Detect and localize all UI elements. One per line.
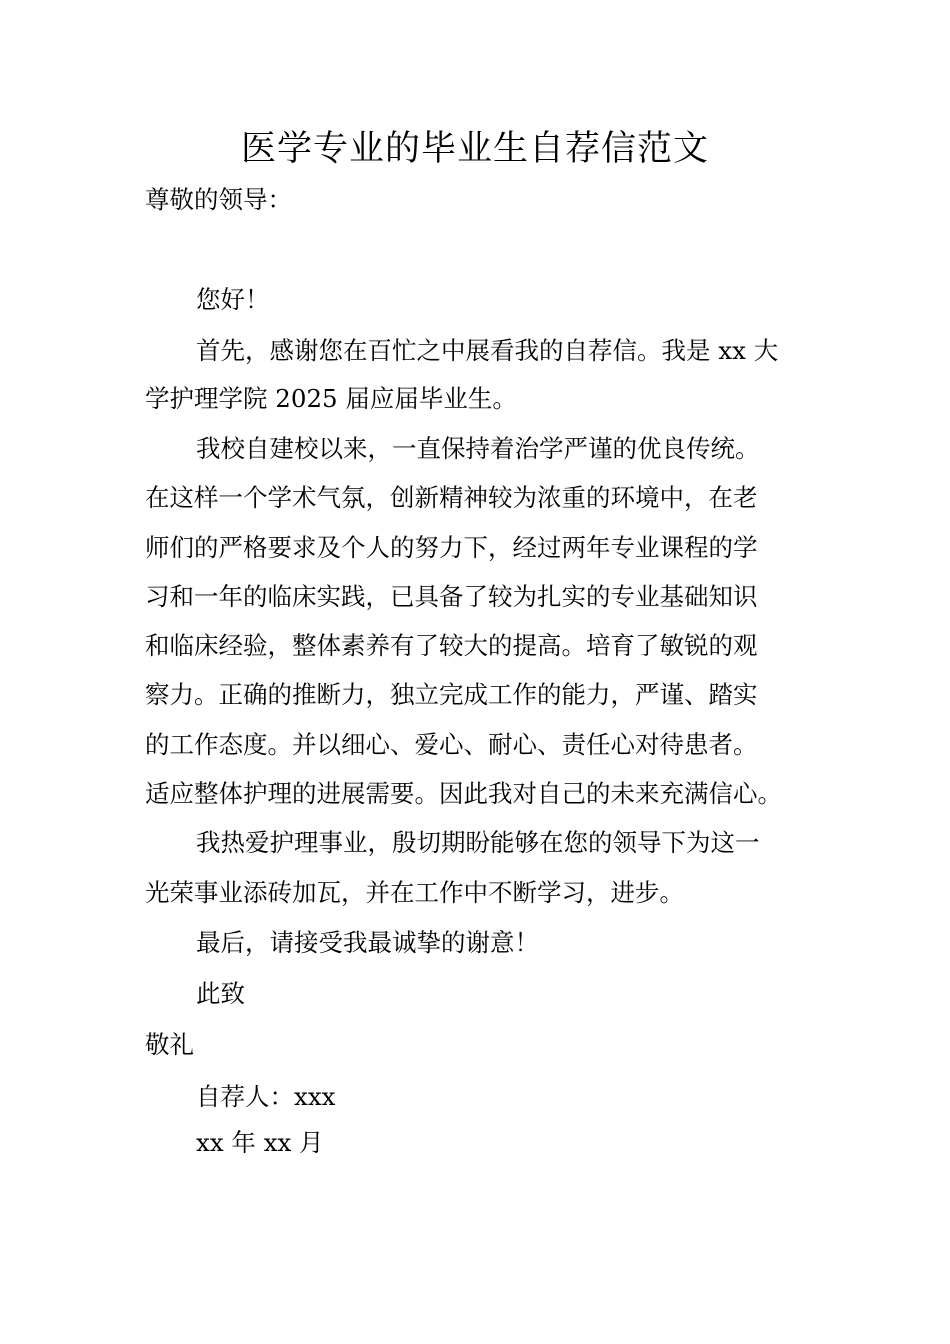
paragraph-3-line-2: 光荣事业添砖加瓦，并在工作中不断学习，进步。 — [145, 878, 684, 907]
paragraph-1-line-2: 学护理学院 2025 届应届毕业生。 — [145, 384, 517, 413]
signature: 自荐人：xxx — [196, 1082, 336, 1111]
paragraph-2-line-5: 和临床经验，整体素养有了较大的提高。培育了敏锐的观 — [145, 631, 758, 660]
paragraph-1-line-1: 首先，感谢您在百忙之中展看我的自荐信。我是 xx 大 — [196, 336, 779, 365]
date: xx 年 xx 月 — [196, 1128, 324, 1157]
paragraph-2-line-1: 我校自建校以来，一直保持着治学严谨的优良传统。 — [196, 434, 760, 463]
paragraph-4-line-1: 最后，请接受我最诚挚的谢意！ — [196, 928, 539, 957]
document-title: 医学专业的毕业生自荐信范文 — [240, 129, 709, 169]
salutation: 尊敬的领导： — [145, 185, 292, 214]
paragraph-2-line-3: 师们的严格要求及个人的努力下，经过两年专业课程的学 — [145, 533, 758, 562]
paragraph-2-line-2: 在这样一个学术气氛，创新精神较为浓重的环境中，在老 — [145, 483, 758, 512]
paragraph-3-line-1: 我热爱护理事业，殷切期盼能够在您的领导下为这一 — [196, 828, 760, 857]
paragraph-2-line-8: 适应整体护理的进展需要。因此我对自己的未来充满信心。 — [145, 779, 782, 808]
regards: 敬礼 — [145, 1030, 194, 1059]
paragraph-2-line-6: 察力。正确的推断力，独立完成工作的能力，严谨、踏实 — [145, 680, 758, 709]
paragraph-2-line-4: 习和一年的临床实践，已具备了较为扎实的专业基础知识 — [145, 582, 758, 611]
paragraph-2-line-7: 的工作态度。并以细心、爱心、耐心、责任心对待患者。 — [145, 730, 758, 759]
closing: 此致 — [196, 979, 245, 1008]
greeting: 您好！ — [196, 285, 270, 314]
